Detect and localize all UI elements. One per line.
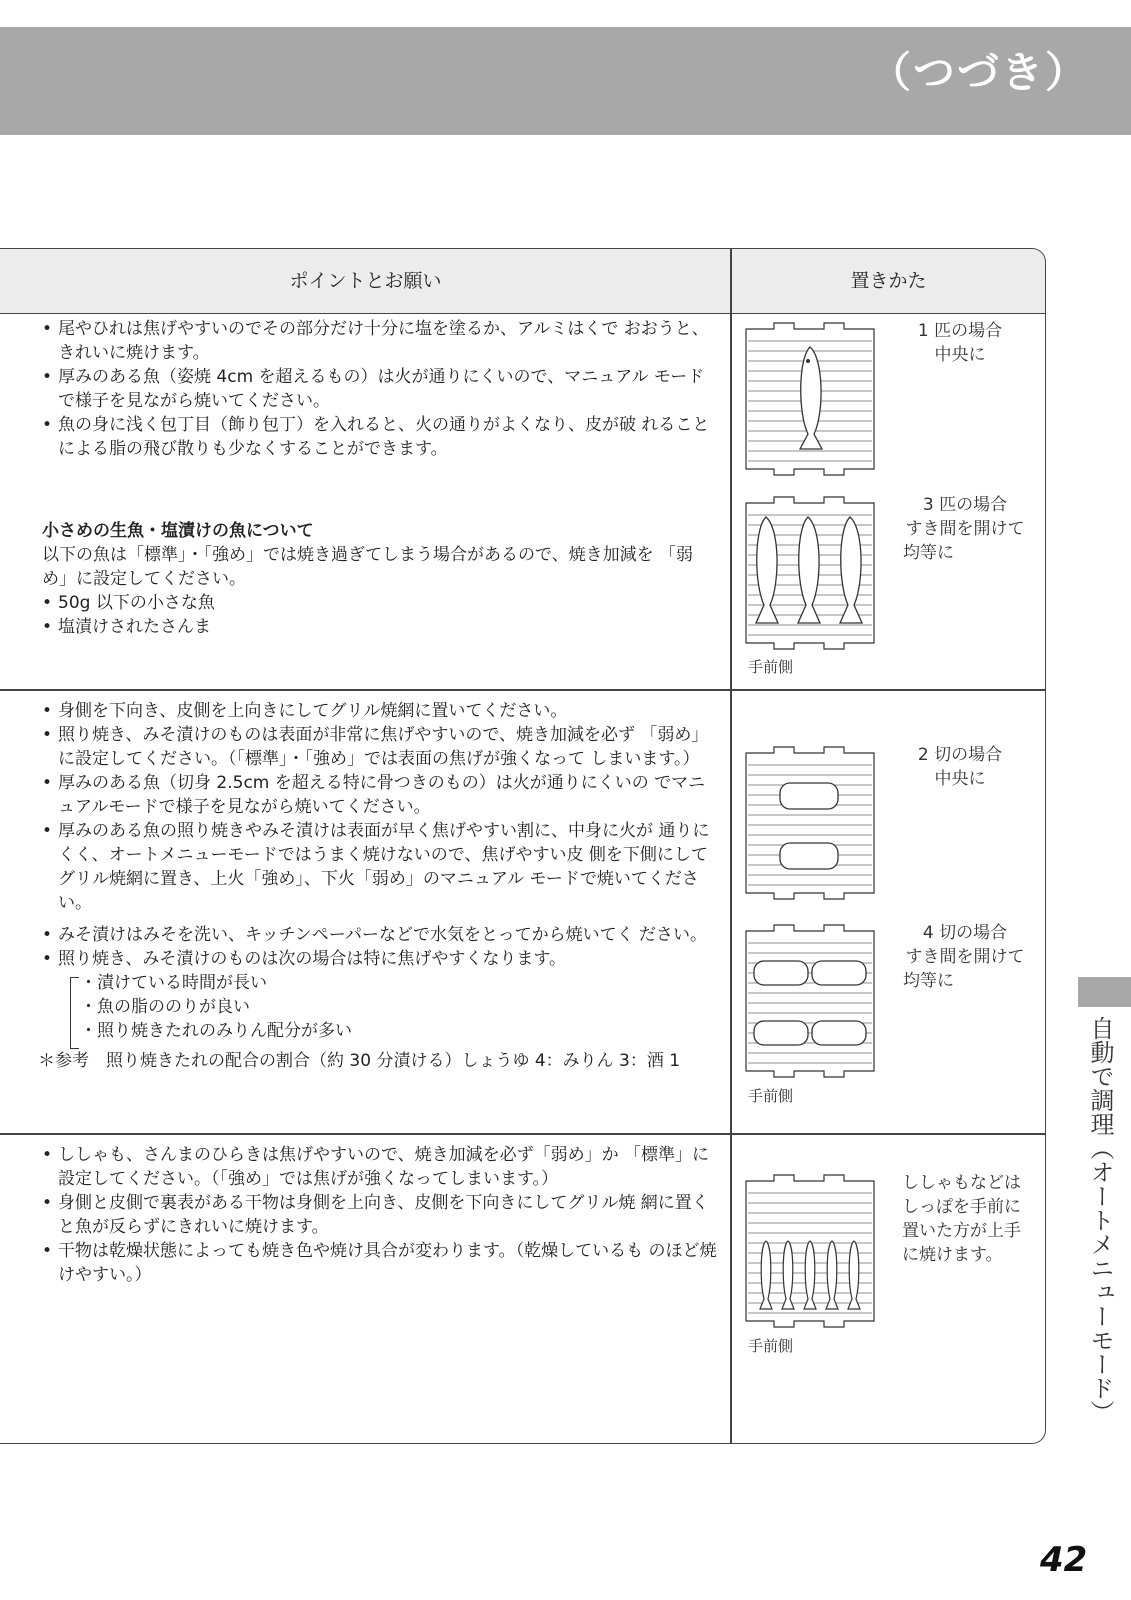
row3-bullet-2: • 身側と皮側で裏表がある干物は身側を上向き、皮側を下向きにしてグリル焼 網に置くと魚が反らずにきれいに焼けます。 [42,1191,717,1239]
row2-bullet-4: • 厚みのある魚の照り焼きやみそ漬けは表面が早く焦げやすい割に、中身に火が 通りにくく、オートメニューモードではうまく焼けないので、焦げやすい皮 側を下側にしてグリル焼網に置き、上火「強め」、下火「弱め」のマニュアル モードで焼いてください。 [42,819,717,915]
row3-cap [902,1171,1042,1267]
row-divider-2 [0,1133,1045,1135]
row1-bullet-1: • 尾やひれは焦げやすいのでその部分だけ十分に塩を塗るか、アルミはくで おおうと、きれいに焼けます。 [42,317,717,365]
row2-bullet-3: • 厚みのある魚（切身 2.5cm を超える特に骨つきのもの）は火が通りにくいの でマニュアルモードで様子を見ながら焼いてください。 [42,771,717,819]
row2-sub-1: ・漬けている時間が長い [80,973,267,993]
row1-cap1-line2: 中央に [934,345,986,365]
row3-cap-line3: 置いた方が上手 [902,1221,1021,1241]
grill-four-fillets-illustration [744,921,876,1081]
row3-cap-line2: しっぽを手前に [902,1197,1021,1217]
row2-sub-3: ・照り焼きたれのみりん配分が多い [80,1021,352,1041]
row2-cap1-line1: 2 切の場合 [917,745,1003,765]
row1-small-fish [0,519,731,639]
row1-bullet-2: • 厚みのある魚（姿焼 4cm を超えるもの）は火が通りにくいので、マニュアル モードで様子を見ながら焼いてください。 [42,365,717,413]
row3-bullet-1: • ししゃも、さんまのひらきは焦げやすいので、焼き加減を必ず「弱め」か 「標準」に設定してください。（「強め」では焦げが強くなってしまいます。） [42,1143,717,1191]
row2-bullet-1: • 身側を下向き、皮側を上向きにしてグリル焼網に置いてください。 [42,699,717,723]
col1-header: ポイントとお願い [289,270,442,292]
row1-bullet-3: • 魚の身に浅く包丁目（飾り包丁）を入れると、火の通りがよくなり、皮が破 れることによる脂の飛び散りも少なくすることができます。 [42,413,717,461]
grill-three-fish-illustration [744,493,876,653]
grill-one-fish-illustration [744,319,876,479]
page-number: 42 [1040,1540,1088,1580]
row3-cap-line4: に焼けます。 [902,1245,1003,1265]
row2-sub-2: ・魚の脂ののりが良い [80,997,250,1017]
table-header [0,249,1045,314]
row2-cap2 [895,921,1035,993]
header-title: （つづき） [868,48,1089,97]
row2-sub-list [42,971,717,1043]
row2-cap2-line3: 均等に [903,971,954,991]
small-fish-text: 以下の魚は「標準」・「強め」では焼き過ぎてしまう場合があるので、焼き加減を 「弱め」に設定してください。 [42,545,694,589]
instruction-table [0,248,1046,1444]
row1-text [0,317,731,461]
row3-bullet-3: • 干物は乾燥状態によっても焼き色や焼け具合が変わります。（乾燥しているも のほど焼けやすい。） [42,1239,717,1287]
row2-bullet-6: • 照り焼き、みそ漬けのものは次の場合は特に焦げやすくなります。 [42,947,717,971]
grill-shishamo-illustration [744,1171,876,1331]
row1-cap2-line3: 均等に [903,543,954,563]
row2-note: ＊参考 照り焼きたれの配合の割合（約 30 分漬ける）しょうゆ 4：みりん 3：酒 1 [38,1051,681,1071]
row2-bullet-5: • みそ漬けはみそを洗い、キッチンペーパーなどで水気をとってから焼いてく ださい。 [42,923,717,947]
row3-text [0,1143,731,1287]
row1-front-label: 手前側 [748,658,794,676]
row1-cap2-line2: すき間を開けて [905,519,1025,539]
side-tab-label: 自動で調理（オートメニューモード） [1086,1016,1114,1424]
row1-cap2-line1: 3 匹の場合 [922,495,1008,515]
row2-cap2-line1: 4 切の場合 [922,923,1008,943]
row2-front-label: 手前側 [748,1087,794,1105]
row1-cap1-line1: 1 匹の場合 [917,321,1003,341]
small-fish-bullet-1: • 50g 以下の小さな魚 [42,591,717,615]
row1-cap2 [895,493,1035,565]
row1-cap1 [895,319,1025,367]
row3-front-label: 手前側 [748,1337,794,1355]
row3-cap-line1: ししゃもなどは [902,1173,1021,1193]
row2-cap1 [895,743,1025,791]
row2-bullet-2: • 照り焼き、みそ漬けのものは表面が非常に焦げやすいので、焼き加減を必ず 「弱め」に設定してください。（「標準」・「強め」では表面の焦げが強くなって しまいます。） [42,723,717,771]
row-divider-1 [0,689,1045,691]
small-fish-title: 小さめの生魚・塩漬けの魚について [42,521,314,541]
row2-text [0,699,731,1073]
grill-two-fillets-illustration [744,743,876,903]
row2-cap2-line2: すき間を開けて [905,947,1025,967]
side-tab-band [1078,977,1131,1007]
col2-header: 置きかた [850,270,927,292]
row2-cap1-line2: 中央に [934,769,986,789]
small-fish-bullet-2: • 塩漬けされたさんま [42,615,717,639]
